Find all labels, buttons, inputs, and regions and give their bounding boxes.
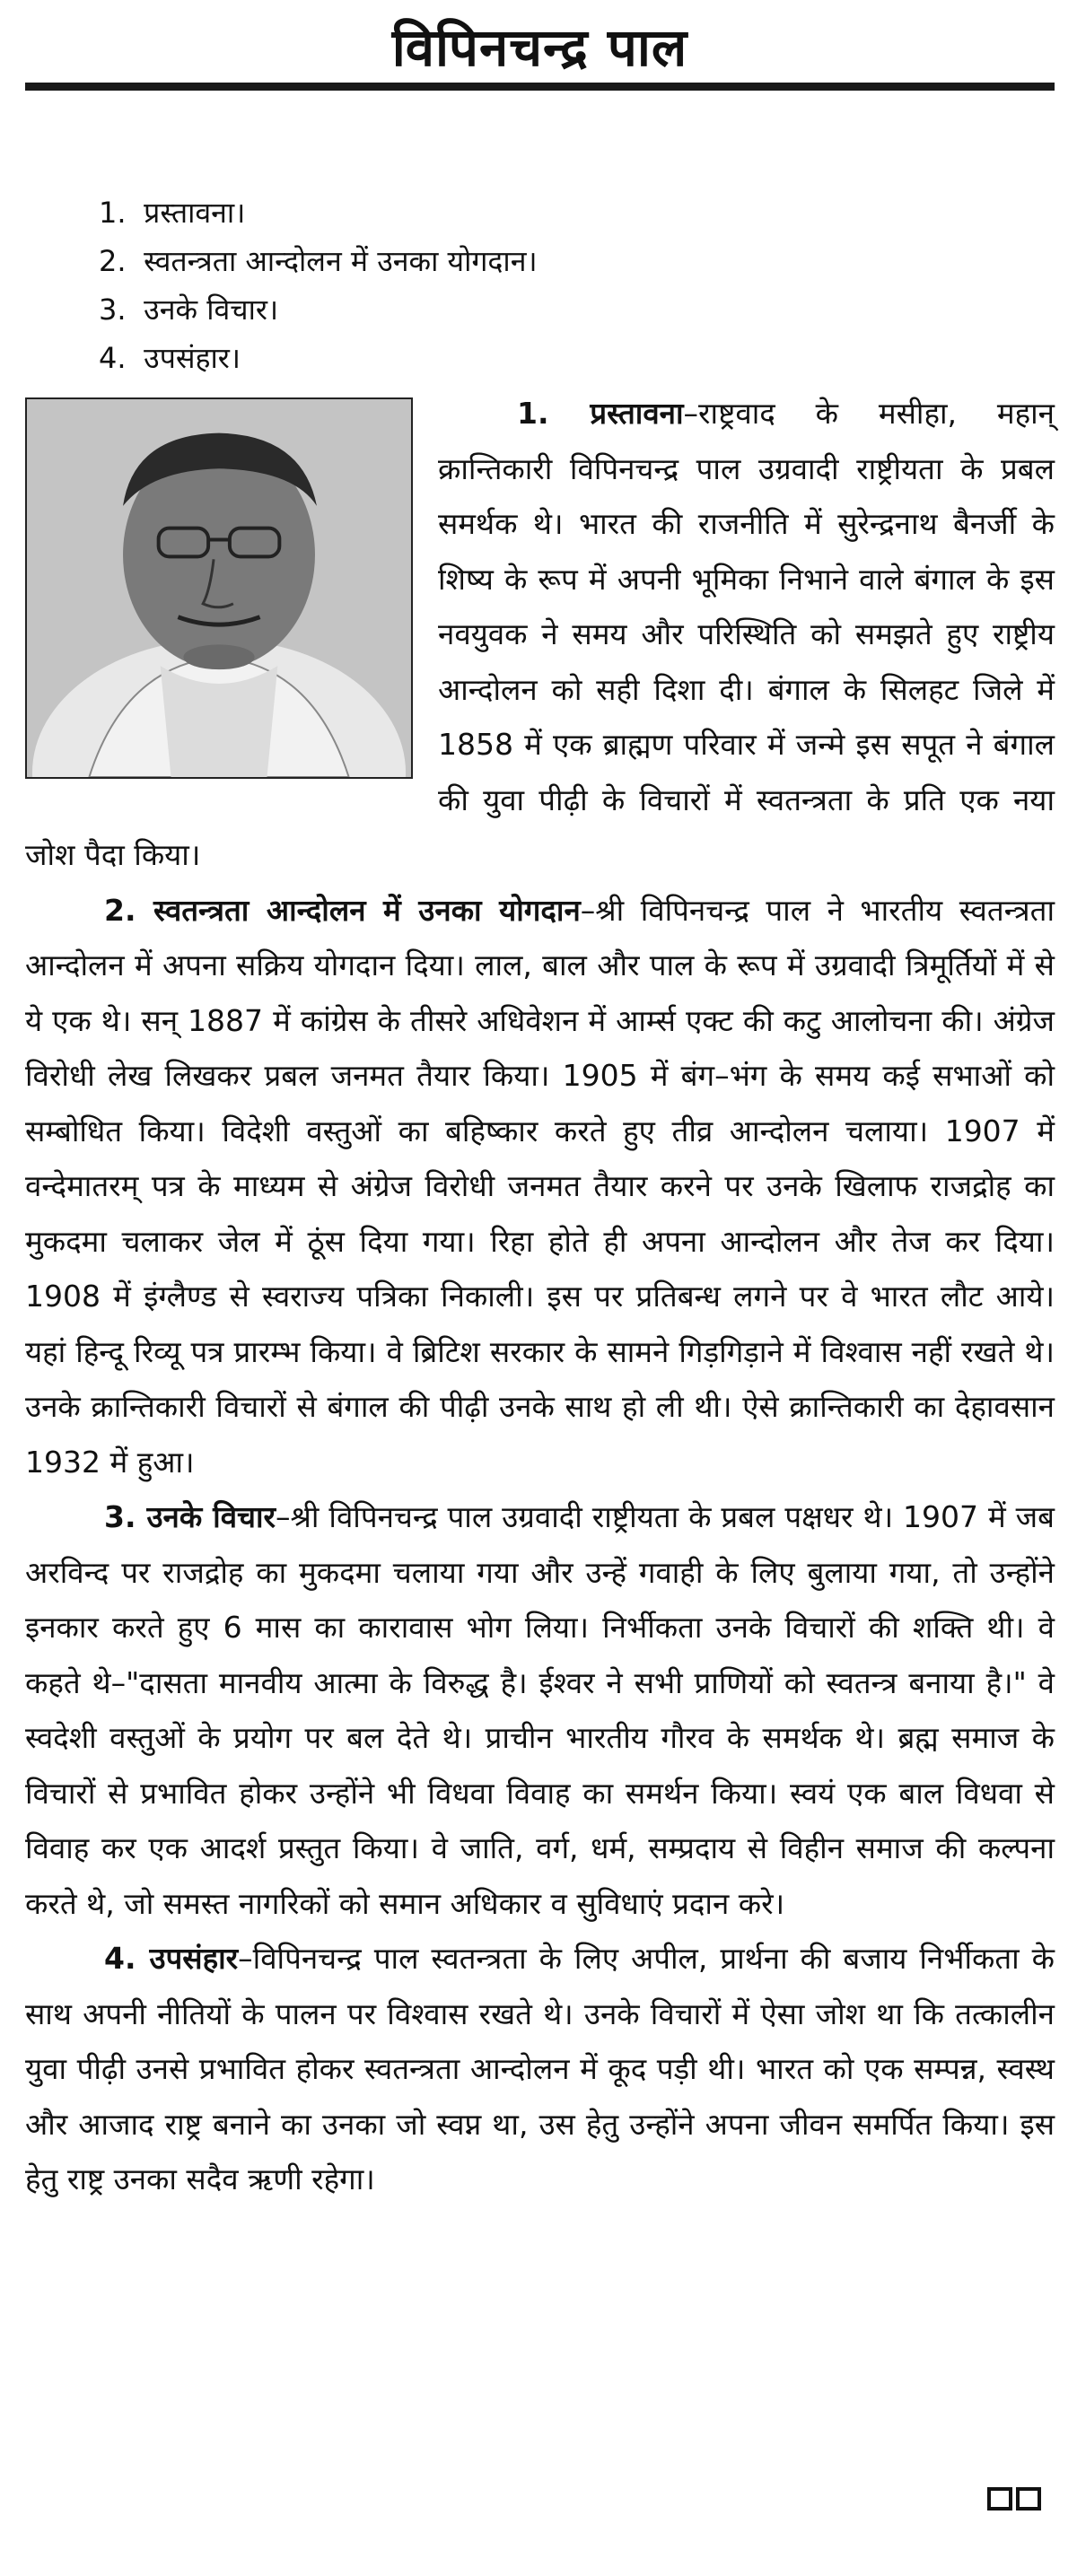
section-heading: 3. उनके विचार xyxy=(104,1499,276,1534)
end-square-icon xyxy=(1016,2487,1041,2511)
section-text: –राष्ट्रवाद के मसीहा, महान् क्रान्तिकारी विपिनचन्द्र पाल उग्रवादी राष्ट्रीयता के प्रबल समर्थक थे। भारत की राजनीति में सुरेन्द्रनाथ बैनर्जी के शिष्य के रूप में अपनी भूमिका निभाने वाले बंगाल के इस नवयुवक ने समय और परिस्थिति को समझते हुए राष्ट्रीय आन्दोलन को सही दिशा दी। बंगाल के सिलहट जिले में 1858 में एक ब्राह्मण परिवार में जन्मे इस सपूत ने बंगाल की युवा पीढ़ी के विचारों में स्वतन्त्रता के प्रति एक नया जोश पैदा किया। xyxy=(25,396,1055,872)
portrait-image xyxy=(25,397,413,779)
section-thoughts xyxy=(25,1489,1055,1931)
section-text: –श्री विपिनचन्द्र पाल उग्रवादी राष्ट्रीयता के प्रबल पक्षधर थे। 1907 में जब अरविन्द पर राजद्रोह का मुकदमा चलाया गया और उन्हें गवाही के लिए बुलाया गया, तो उन्होंने इनकार करते हुए 6 मास का कारावास भोग लिया। निर्भीकता उनके विचारों की शक्ति थी। वे कहते थे–"दासता मानवीय आत्मा के विरुद्ध है। ईश्वर ने सभी प्राणियों को स्वतन्त्र बनाया है।" वे स्वदेशी वस्तुओं के प्रयोग पर बल देते थे। प्राचीन भारतीय गौरव के समर्थक थे। ब्रह्म समाज के विचारों से प्रभावित होकर उन्होंने भी विधवा विवाह का समर्थन किया। स्वयं एक बाल विधवा से विवाह कर एक आदर्श प्रस्तुत किया। वे जाति, वर्ग, धर्म, सम्प्रदाय से विहीन समाज की कल्पना करते थे, जो समस्त नागरिकों को समान अधिकार व सुविधाएं प्रदान करे। xyxy=(25,1499,1055,1921)
section-contribution xyxy=(25,883,1055,1490)
toc-item-label: उनके विचार। xyxy=(144,293,279,327)
toc-item-label: प्रस्तावना। xyxy=(144,196,246,230)
table-of-contents xyxy=(99,188,538,382)
toc-item-number: 2. xyxy=(99,244,127,278)
section-heading: 2. स्वतन्त्रता आन्दोलन में उनका योगदान xyxy=(104,892,581,928)
section-conclusion xyxy=(25,1931,1055,2207)
section-heading: 1. प्रस्तावना xyxy=(517,396,684,431)
portrait-illustration xyxy=(27,399,411,777)
title-divider xyxy=(25,83,1055,91)
toc-item xyxy=(99,188,538,237)
section-heading: 4. उपसंहार xyxy=(104,1941,239,1976)
toc-item xyxy=(99,334,538,382)
page-title: विपिनचन्द्र पाल xyxy=(391,17,688,78)
toc-item xyxy=(99,285,538,334)
essay-body xyxy=(25,386,1055,2207)
section-text: –विपिनचन्द्र पाल स्वतन्त्रता के लिए अपील, प्रार्थना की बजाय निर्भीकता के साथ अपनी नीतियों के पालन पर विश्वास रखते थे। उनके विचारों में ऐसा जोश था कि तत्कालीन युवा पीढ़ी उनसे प्रभावित होकर स्वतन्त्रता आन्दोलन में कूद पड़ी थी। भारत को एक सम्पन्न, स्वस्थ और आजाद राष्ट्र बनाने का उनका जो स्वप्न था, उस हेतु उन्होंने अपना जीवन समर्पित किया। इस हेतु राष्ट्र उनका सदैव ऋणी रहेगा। xyxy=(25,1941,1055,2196)
section-text: –श्री विपिनचन्द्र पाल ने भारतीय स्वतन्त्रता आन्दोलन में अपना सक्रिय योगदान दिया। लाल, बाल और पाल के रूप में उग्रवादी त्रिमूर्तियों में से ये एक थे। सन् 1887 में कांग्रेस के तीसरे अधिवेशन में आर्म्स एक्ट की कटु आलोचना की। अंग्रेज विरोधी लेख लिखकर प्रबल जनमत तैयार किया। 1905 में बंग–भंग के समय कई सभाओं को सम्बोधित किया। विदेशी वस्तुओं का बहिष्कार करते हुए तीव्र आन्दोलन चलाया। 1907 में वन्देमातरम् पत्र के माध्यम से अंग्रेज विरोधी जनमत तैयार करने पर उनके खिलाफ राजद्रोह का मुकदमा चलाकर जेल में ठूंस दिया गया। रिहा होते ही अपना आन्दोलन और तेज कर दिया। 1908 में इंग्लैण्ड से स्वराज्य पत्रिका निकाली। इस पर प्रतिबन्ध लगने पर वे भारत लौट आये। यहां हिन्दू रिव्यू पत्र प्रारम्भ किया। वे ब्रिटिश सरकार के सामने गिड़गिड़ाने में विश्वास नहीं रखते थे। उनके क्रान्तिकारी विचारों से बंगाल की पीढ़ी उनके साथ हो ली थी। ऐसे क्रान्तिकारी का देहावसान 1932 में हुआ। xyxy=(25,892,1055,1480)
end-square-icon xyxy=(987,2487,1012,2511)
toc-item-label: उपसंहार। xyxy=(144,341,241,375)
toc-item-label: स्वतन्त्रता आन्दोलन में उनका योगदान। xyxy=(144,244,538,278)
toc-item-number: 1. xyxy=(99,196,127,230)
end-mark-icon xyxy=(987,2487,1041,2511)
toc-item xyxy=(99,237,538,285)
toc-item-number: 3. xyxy=(99,293,127,327)
toc-item-number: 4. xyxy=(99,341,127,375)
